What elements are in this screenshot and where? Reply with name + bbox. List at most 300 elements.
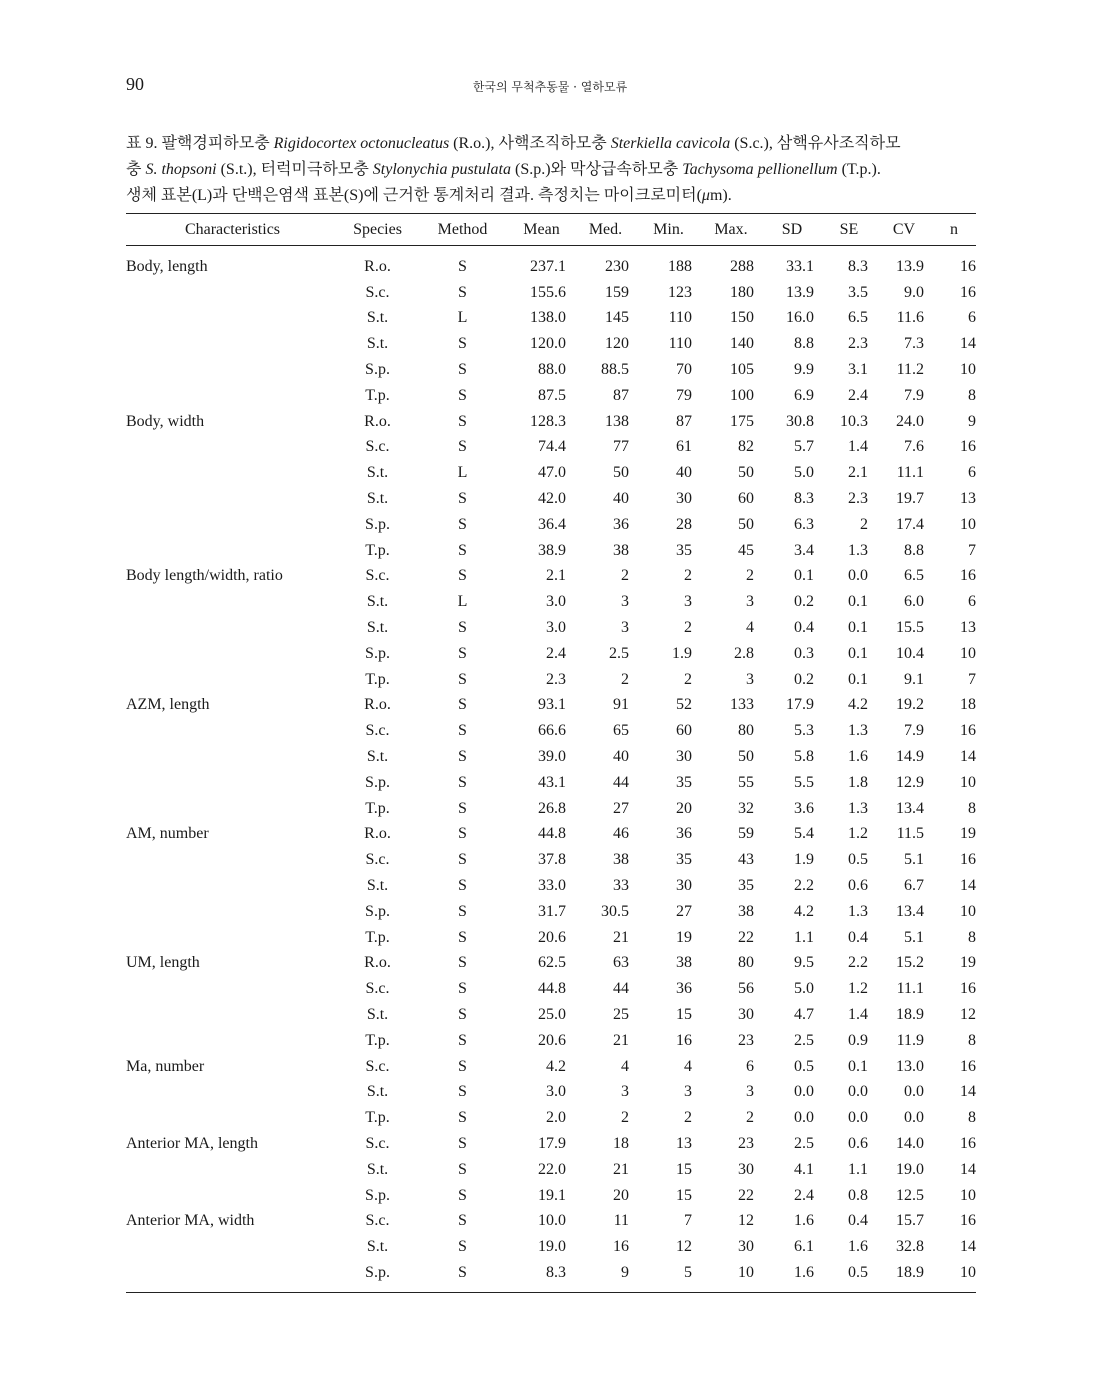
cell-species: S.t. xyxy=(366,748,389,766)
cell-mean: 120.0 xyxy=(530,335,566,353)
cell-species: S.c. xyxy=(365,1212,390,1230)
cell-species: R.o. xyxy=(364,257,391,275)
cell-max: 3 xyxy=(746,1083,754,1101)
cell-mean: 19.1 xyxy=(538,1186,566,1204)
cell-min: 15 xyxy=(676,1186,692,1204)
cell-sd: 0.3 xyxy=(794,644,814,662)
cell-cv: 18.9 xyxy=(896,1263,924,1281)
cell-sd: 2.4 xyxy=(794,1186,814,1204)
cell-characteristic xyxy=(126,744,339,770)
cell-characteristic xyxy=(126,1260,339,1292)
cell-n: 19 xyxy=(960,954,976,972)
cell-characteristic: AZM, length xyxy=(126,696,210,714)
cell-se: 2.4 xyxy=(848,386,868,404)
cell-median: 40 xyxy=(613,748,629,766)
cell-median: 2 xyxy=(621,670,629,688)
caption-text: 충 xyxy=(126,161,146,178)
cell-cv: 7.3 xyxy=(904,335,924,353)
cell-method: S xyxy=(458,1134,467,1152)
cell-mean: 31.7 xyxy=(538,902,566,920)
cell-characteristic xyxy=(126,718,339,744)
cell-min: 70 xyxy=(676,361,692,379)
cell-species: S.c. xyxy=(365,283,390,301)
cell-max: 60 xyxy=(738,490,754,508)
cell-species: T.p. xyxy=(365,1109,390,1127)
cell-max: 35 xyxy=(738,877,754,895)
cell-median: 16 xyxy=(613,1238,629,1256)
cell-method: S xyxy=(458,567,467,585)
cell-species: S.t. xyxy=(366,1083,389,1101)
col-header-cv: CV xyxy=(876,214,932,246)
cell-n: 8 xyxy=(968,799,976,817)
cell-method: S xyxy=(458,335,467,353)
cell-n: 13 xyxy=(960,490,976,508)
cell-n: 10 xyxy=(960,773,976,791)
cell-max: 2.8 xyxy=(734,644,754,662)
cell-characteristic xyxy=(126,796,339,822)
cell-species: S.p. xyxy=(365,773,390,791)
col-header-characteristics: Characteristics xyxy=(126,214,339,246)
cell-max: 30 xyxy=(738,1160,754,1178)
cell-sd: 2.2 xyxy=(794,877,814,895)
cell-characteristic: Anterior MA, width xyxy=(126,1212,255,1230)
cell-se: 1.2 xyxy=(848,980,868,998)
cell-min: 12 xyxy=(676,1238,692,1256)
cell-n: 16 xyxy=(960,567,976,585)
cell-n: 14 xyxy=(960,1238,976,1256)
cell-characteristic xyxy=(126,1080,339,1106)
cell-sd: 4.1 xyxy=(794,1160,814,1178)
cell-se: 0.6 xyxy=(848,1134,868,1152)
cell-method: S xyxy=(458,748,467,766)
cell-se: 6.5 xyxy=(848,309,868,327)
cell-min: 2 xyxy=(684,619,692,637)
cell-mean: 62.5 xyxy=(538,954,566,972)
cell-species: T.p. xyxy=(365,928,390,946)
cell-species: T.p. xyxy=(365,541,390,559)
cell-species: T.p. xyxy=(365,799,390,817)
cell-cv: 15.2 xyxy=(896,954,924,972)
cell-se: 0.1 xyxy=(848,1057,868,1075)
cell-sd: 4.2 xyxy=(794,902,814,920)
cell-se: 0.5 xyxy=(848,1263,868,1281)
cell-max: 30 xyxy=(738,1006,754,1023)
cell-species: S.t. xyxy=(366,1160,389,1178)
cell-median: 138 xyxy=(605,412,629,430)
cell-sd: 13.9 xyxy=(786,283,814,301)
cell-sd: 1.9 xyxy=(794,851,814,869)
cell-species: S.c. xyxy=(365,567,390,585)
cell-mean: 3.0 xyxy=(546,619,566,637)
cell-n: 10 xyxy=(960,361,976,379)
cell-mean: 87.5 xyxy=(538,386,566,404)
cell-sd: 3.4 xyxy=(794,541,814,559)
cell-min: 3 xyxy=(684,593,692,611)
cell-mean: 17.9 xyxy=(538,1134,566,1152)
table-row xyxy=(126,460,976,486)
col-header-mean: Mean xyxy=(509,214,574,246)
cell-n: 16 xyxy=(960,1212,976,1230)
cell-cv: 19.0 xyxy=(896,1160,924,1178)
cell-n: 14 xyxy=(960,1083,976,1101)
cell-median: 38 xyxy=(613,541,629,559)
cell-mean: 25.0 xyxy=(538,1006,566,1023)
table-row xyxy=(126,796,976,822)
cell-min: 36 xyxy=(676,980,692,998)
cell-se: 1.3 xyxy=(848,902,868,920)
cell-method: S xyxy=(458,696,467,714)
caption-text: (R.o.), 사핵조직하모충 xyxy=(449,135,611,152)
cell-species: S.t. xyxy=(366,593,389,611)
table-row xyxy=(126,1183,976,1209)
cell-cv: 11.1 xyxy=(896,464,924,482)
cell-sd: 16.0 xyxy=(786,309,814,327)
cell-characteristic xyxy=(126,538,339,564)
cell-sd: 5.4 xyxy=(794,825,814,843)
cell-se: 4.2 xyxy=(848,696,868,714)
cell-mean: 93.1 xyxy=(538,696,566,714)
table-row xyxy=(126,899,976,925)
cell-sd: 5.3 xyxy=(794,722,814,740)
caption-text: (S.c.), 삼핵유사조직하모 xyxy=(730,135,901,152)
cell-method: L xyxy=(457,464,468,482)
cell-median: 46 xyxy=(613,825,629,843)
cell-median: 3 xyxy=(621,1083,629,1101)
cell-min: 7 xyxy=(684,1212,692,1230)
cell-se: 3.5 xyxy=(848,283,868,301)
cell-sd: 6.9 xyxy=(794,386,814,404)
caption-text: (S.t.), 터럭미극하모충 xyxy=(216,161,373,178)
cell-method: S xyxy=(458,361,467,379)
cell-species: S.p. xyxy=(365,1186,390,1204)
caption-italic-text: Tachysoma pellionellum xyxy=(682,161,838,178)
table-row xyxy=(126,770,976,796)
table-row xyxy=(126,951,976,977)
cell-median: 9 xyxy=(621,1263,629,1281)
cell-method: S xyxy=(458,722,467,740)
cell-max: 43 xyxy=(738,851,754,869)
cell-characteristic xyxy=(126,770,339,796)
cell-median: 50 xyxy=(613,464,629,482)
cell-median: 2.5 xyxy=(609,644,629,662)
cell-method: S xyxy=(458,541,467,559)
cell-se: 2.1 xyxy=(848,464,868,482)
cell-max: 150 xyxy=(730,309,754,327)
cell-min: 5 xyxy=(684,1263,692,1281)
cell-method: S xyxy=(458,619,467,637)
cell-median: 63 xyxy=(613,954,629,972)
cell-mean: 47.0 xyxy=(538,464,566,482)
cell-cv: 7.9 xyxy=(904,722,924,740)
caption-line xyxy=(126,157,976,183)
cell-mean: 20.6 xyxy=(538,928,566,946)
cell-se: 0.1 xyxy=(848,670,868,688)
cell-cv: 9.1 xyxy=(904,670,924,688)
col-header-min: Min. xyxy=(637,214,700,246)
cell-se: 1.4 xyxy=(848,1006,868,1023)
cell-n: 13 xyxy=(960,619,976,637)
cell-se: 0.1 xyxy=(848,619,868,637)
cell-median: 36 xyxy=(613,515,629,533)
cell-min: 61 xyxy=(676,438,692,456)
cell-mean: 2.4 xyxy=(546,644,566,662)
cell-se: 10.3 xyxy=(840,412,868,430)
cell-n: 16 xyxy=(960,1057,976,1075)
cell-mean: 33.0 xyxy=(538,877,566,895)
page-number: 90 xyxy=(126,74,144,94)
cell-sd: 33.1 xyxy=(786,257,814,275)
cell-method: S xyxy=(458,1057,467,1075)
cell-cv: 15.7 xyxy=(896,1212,924,1230)
cell-sd: 5.0 xyxy=(794,464,814,482)
cell-characteristic xyxy=(126,899,339,925)
cell-method: S xyxy=(458,257,467,275)
cell-method: L xyxy=(457,593,468,611)
cell-n: 16 xyxy=(960,438,976,456)
cell-mean: 3.0 xyxy=(546,593,566,611)
cell-se: 2.3 xyxy=(848,335,868,353)
cell-species: S.t. xyxy=(366,619,389,637)
cell-cv: 14.0 xyxy=(896,1134,924,1152)
cell-n: 16 xyxy=(960,1134,976,1152)
cell-se: 0.4 xyxy=(848,1212,868,1230)
cell-characteristic xyxy=(126,925,339,951)
cell-cv: 14.9 xyxy=(896,748,924,766)
cell-min: 27 xyxy=(676,902,692,920)
cell-min: 4 xyxy=(684,1057,692,1075)
cell-species: S.t. xyxy=(366,309,389,327)
cell-max: 2 xyxy=(746,1109,754,1127)
cell-characteristic xyxy=(126,486,339,512)
cell-max: 82 xyxy=(738,438,754,456)
cell-n: 19 xyxy=(960,825,976,843)
cell-method: S xyxy=(458,825,467,843)
cell-cv: 5.1 xyxy=(904,928,924,946)
cell-method: S xyxy=(458,773,467,791)
cell-n: 10 xyxy=(960,1186,976,1204)
cell-mean: 22.0 xyxy=(538,1160,566,1178)
cell-se: 1.3 xyxy=(848,722,868,740)
cell-characteristic xyxy=(126,589,339,615)
col-header-sd: SD xyxy=(762,214,822,246)
cell-median: 25 xyxy=(613,1006,629,1023)
cell-sd: 5.7 xyxy=(794,438,814,456)
cell-species: S.c. xyxy=(365,1134,390,1152)
cell-max: 288 xyxy=(730,257,754,275)
cell-method: L xyxy=(457,309,468,327)
cell-species: S.c. xyxy=(365,851,390,869)
cell-method: S xyxy=(458,1212,467,1230)
cell-max: 50 xyxy=(738,748,754,766)
table-row xyxy=(126,564,976,590)
cell-characteristic xyxy=(126,280,339,306)
cell-se: 2.2 xyxy=(848,954,868,972)
cell-se: 0.8 xyxy=(848,1186,868,1204)
caption-italic-text: Rigidocortex octonucleatus xyxy=(273,135,450,152)
caption-italic-text: Sterkiella cavicola xyxy=(610,135,731,152)
table-row xyxy=(126,538,976,564)
cell-cv: 0.0 xyxy=(904,1083,924,1101)
cell-mean: 44.8 xyxy=(538,980,566,998)
cell-max: 180 xyxy=(730,283,754,301)
cell-max: 10 xyxy=(738,1263,754,1281)
cell-min: 38 xyxy=(676,954,692,972)
cell-max: 105 xyxy=(730,361,754,379)
cell-species: S.t. xyxy=(366,464,389,482)
cell-cv: 19.7 xyxy=(896,490,924,508)
cell-characteristic xyxy=(126,873,339,899)
cell-method: S xyxy=(458,670,467,688)
cell-max: 6 xyxy=(746,1057,754,1075)
cell-max: 55 xyxy=(738,773,754,791)
cell-sd: 4.7 xyxy=(794,1006,814,1023)
table-row xyxy=(126,486,976,512)
cell-se: 1.8 xyxy=(848,773,868,791)
cell-method: S xyxy=(458,438,467,456)
cell-method: S xyxy=(458,954,467,972)
running-head: 한국의 무척추동물 · 열하모류 xyxy=(472,80,628,94)
cell-characteristic: Body, width xyxy=(126,412,205,430)
cell-species: S.c. xyxy=(365,722,390,740)
cell-se: 1.2 xyxy=(848,825,868,843)
cell-species: S.c. xyxy=(365,438,390,456)
cell-max: 23 xyxy=(738,1134,754,1152)
cell-species: S.t. xyxy=(366,877,389,895)
cell-max: 32 xyxy=(738,799,754,817)
cell-characteristic: Anterior MA, length xyxy=(126,1134,258,1152)
cell-n: 14 xyxy=(960,1160,976,1178)
cell-characteristic: Body length/width, ratio xyxy=(126,567,283,585)
cell-species: S.t. xyxy=(366,1238,389,1256)
cell-species: S.p. xyxy=(365,902,390,920)
cell-mean: 26.8 xyxy=(538,799,566,817)
cell-method: S xyxy=(458,1031,467,1049)
cell-min: 15 xyxy=(676,1160,692,1178)
cell-characteristic xyxy=(126,847,339,873)
table-row xyxy=(126,693,976,719)
caption-text: 생체 표본(L)과 단백은염색 표본(S)에 근거한 통계처리 결과. 측정치는 마이크로미터( xyxy=(126,187,702,204)
cell-min: 2 xyxy=(684,670,692,688)
table-row xyxy=(126,1002,976,1028)
cell-min: 20 xyxy=(676,799,692,817)
cell-se: 0.4 xyxy=(848,928,868,946)
cell-median: 18 xyxy=(613,1134,629,1152)
cell-median: 21 xyxy=(613,1031,629,1049)
cell-min: 30 xyxy=(676,490,692,508)
cell-sd: 0.0 xyxy=(794,1083,814,1101)
cell-mean: 44.8 xyxy=(538,825,566,843)
cell-species: R.o. xyxy=(364,696,391,714)
cell-median: 2 xyxy=(621,567,629,585)
cell-characteristic xyxy=(126,435,339,461)
cell-sd: 0.0 xyxy=(794,1109,814,1127)
cell-method: S xyxy=(458,902,467,920)
cell-sd: 1.1 xyxy=(794,928,814,946)
cell-median: 3 xyxy=(621,619,629,637)
cell-max: 140 xyxy=(730,335,754,353)
cell-method: S xyxy=(458,412,467,430)
table-row xyxy=(126,1260,976,1292)
cell-n: 6 xyxy=(968,309,976,327)
cell-max: 22 xyxy=(738,928,754,946)
cell-min: 35 xyxy=(676,541,692,559)
cell-min: 60 xyxy=(676,722,692,740)
cell-min: 2 xyxy=(684,1109,692,1127)
cell-se: 0.6 xyxy=(848,877,868,895)
cell-mean: 2.0 xyxy=(546,1109,566,1127)
cell-cv: 19.2 xyxy=(896,696,924,714)
cell-sd: 6.1 xyxy=(794,1238,814,1256)
cell-max: 50 xyxy=(738,464,754,482)
col-header-se: SE xyxy=(822,214,876,246)
cell-method: S xyxy=(458,928,467,946)
cell-method: S xyxy=(458,980,467,998)
cell-characteristic xyxy=(126,357,339,383)
cell-mean: 38.9 xyxy=(538,541,566,559)
cell-n: 16 xyxy=(960,722,976,740)
cell-min: 79 xyxy=(676,386,692,404)
cell-n: 14 xyxy=(960,335,976,353)
cell-min: 13 xyxy=(676,1134,692,1152)
cell-sd: 1.6 xyxy=(794,1212,814,1230)
cell-median: 2 xyxy=(621,1109,629,1127)
cell-sd: 5.8 xyxy=(794,748,814,766)
caption-text: 표 9. 팔핵경피하모충 xyxy=(126,135,274,152)
cell-median: 88.5 xyxy=(601,361,629,379)
cell-n: 16 xyxy=(960,283,976,301)
cell-se: 1.4 xyxy=(848,438,868,456)
table-row xyxy=(126,246,976,280)
cell-mean: 2.1 xyxy=(546,567,566,585)
cell-median: 87 xyxy=(613,386,629,404)
cell-min: 16 xyxy=(676,1031,692,1049)
cell-max: 23 xyxy=(738,1031,754,1049)
cell-species: S.p. xyxy=(365,1263,390,1281)
cell-n: 7 xyxy=(968,541,976,559)
cell-cv: 12.9 xyxy=(896,773,924,791)
table-row xyxy=(126,925,976,951)
cell-mean: 42.0 xyxy=(538,490,566,508)
caption-text: (S.p.)와 막상급속하모충 xyxy=(511,161,683,178)
cell-sd: 0.2 xyxy=(794,670,814,688)
cell-characteristic xyxy=(126,1002,339,1028)
cell-sd: 3.6 xyxy=(794,799,814,817)
cell-min: 1.9 xyxy=(672,644,692,662)
cell-species: S.t. xyxy=(366,1006,389,1023)
table-row xyxy=(126,744,976,770)
cell-n: 12 xyxy=(960,1006,976,1023)
cell-species: S.c. xyxy=(365,1057,390,1075)
table-row xyxy=(126,1080,976,1106)
cell-n: 14 xyxy=(960,877,976,895)
cell-characteristic: Body, length xyxy=(126,257,208,275)
cell-method: S xyxy=(458,1238,467,1256)
cell-sd: 8.8 xyxy=(794,335,814,353)
table-row xyxy=(126,1054,976,1080)
cell-characteristic xyxy=(126,615,339,641)
cell-mean: 74.4 xyxy=(538,438,566,456)
cell-median: 145 xyxy=(605,309,629,327)
cell-max: 4 xyxy=(746,619,754,637)
cell-method: S xyxy=(458,1109,467,1127)
table-row xyxy=(126,1157,976,1183)
table-row xyxy=(126,409,976,435)
cell-n: 10 xyxy=(960,515,976,533)
cell-max: 38 xyxy=(738,902,754,920)
cell-n: 8 xyxy=(968,928,976,946)
table-row xyxy=(126,847,976,873)
cell-median: 91 xyxy=(613,696,629,714)
